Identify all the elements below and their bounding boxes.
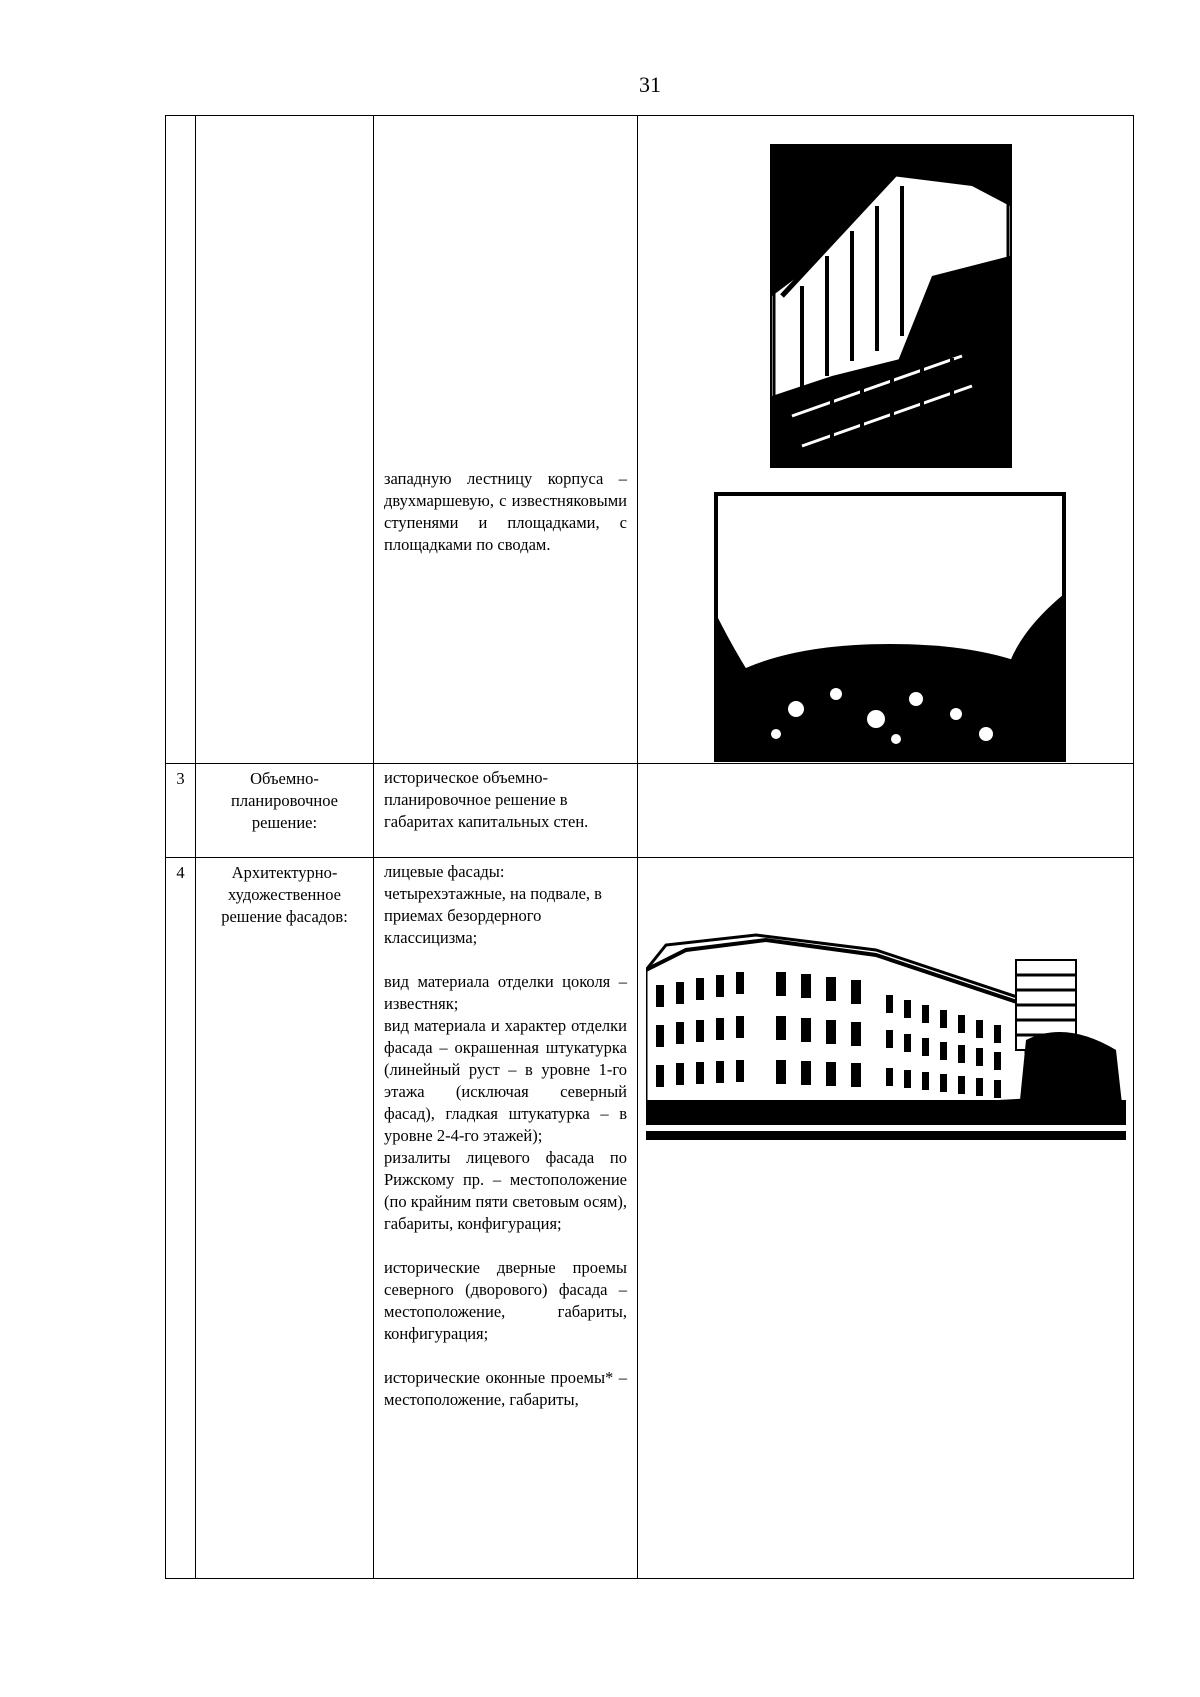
vaulted-ceiling-photo — [714, 492, 1066, 762]
description-paragraph: лицевые фасады: четырехэтажные, на подвале, в приемах безордерного классицизма; — [384, 862, 602, 947]
staircase-photo — [770, 144, 1012, 468]
row-number-cell: 4 — [166, 858, 196, 1579]
description-paragraph: историческое объемно-планировочное решение в габаритах капитальных стен. — [384, 768, 589, 831]
description-paragraph: исторические оконные проемы* – местоположение, габариты, — [384, 1368, 627, 1409]
table-row — [166, 116, 1134, 764]
description-paragraph: ризалиты лицевого фасада по Рижскому пр. – местоположение (по крайним пяти световым осям), габариты, конфигурация; — [384, 1148, 627, 1233]
table-row — [166, 858, 1134, 1579]
photo-cell — [638, 858, 1134, 1579]
feature-description-cell — [374, 116, 638, 764]
page-number: 31 — [639, 72, 661, 97]
building-facade-photo — [646, 930, 1126, 1140]
row-number-cell: 3 — [166, 764, 196, 858]
feature-name-cell: Объемно-планировочное решение: — [196, 764, 374, 858]
photo-cell — [638, 116, 1134, 764]
description-paragraph: исторические дверные проемы северного (дворового) фасада – местоположение, габариты, конфигурация; — [384, 1258, 627, 1343]
feature-description-cell — [374, 764, 638, 858]
feature-name-cell: Архитектурно-художественное решение фасадов: — [196, 858, 374, 1579]
row-number-cell — [166, 116, 196, 764]
feature-name-cell — [196, 116, 374, 764]
feature-description-cell — [374, 858, 638, 1579]
description-paragraph: западную лестницу корпуса – двухмаршевую, с известняковыми ступенями и площадками, с площадками по сводам. — [384, 469, 627, 554]
description-paragraph: вид материала и характер отделки фасада – окрашенная штукатурка (линейный руст – в уровне 1-го этажа (исключая северный фасад), гладкая штукатурка – в уровне 2-4-го этажей); — [384, 1016, 627, 1145]
protected-features-table — [165, 115, 1134, 1579]
photo-cell — [638, 764, 1134, 858]
table-row — [166, 764, 1134, 858]
description-paragraph: вид материала отделки цоколя – известняк; — [384, 972, 627, 1013]
